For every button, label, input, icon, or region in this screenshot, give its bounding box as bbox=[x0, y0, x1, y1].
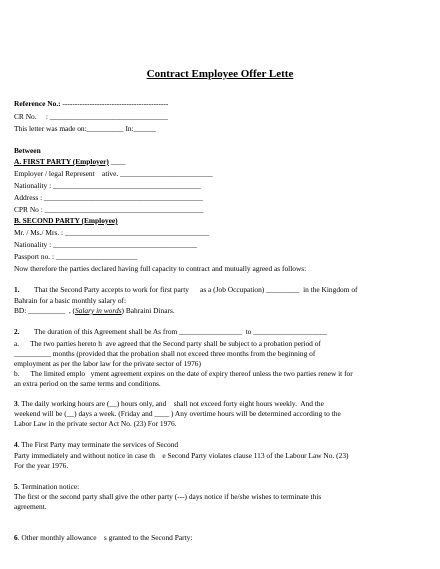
reference-blank: ------------------------------------------- bbox=[60, 99, 169, 108]
first-party-heading bbox=[14, 157, 126, 166]
clause-4-line-b: Party immediately and without notice in case th e Second Party violates clause 113 of the Labour Law No. (23) bbox=[14, 451, 349, 460]
address-line: Address : ___________________________________________ bbox=[14, 193, 203, 202]
clause-6-text-a: . Other monthly allowance s granted to the Second Party: bbox=[17, 533, 193, 542]
salary-currency: ) Bahraini Dinars. bbox=[121, 306, 175, 315]
clause-1-line-c bbox=[14, 306, 175, 315]
salary-in-words: Salary in words bbox=[74, 306, 122, 315]
clause-2-line-f: an extra period on the same terms and conditions. bbox=[14, 379, 161, 388]
now-therefore-line: Now therefore the parties declared having full capacity to contract and mutually agreed as follows: bbox=[14, 264, 307, 273]
second-party-heading: B. SECOND PARTY (Employee) bbox=[14, 216, 118, 225]
clause-6-number: 6 bbox=[14, 533, 18, 542]
clause-2-line-e: b. The limited emplo yment agreement expires on the date of expiry thereof unless the two parties renew it for bbox=[14, 369, 353, 378]
clause-3-number: 3 bbox=[14, 399, 18, 408]
clause-2-number: 2. bbox=[14, 327, 20, 336]
salary-amount: BD: __________ , ( bbox=[14, 306, 75, 315]
clause-2-line-d: employment as per the labor law for the private sector of 1976) bbox=[14, 359, 201, 368]
nationality-line-1: Nationality : ________________________________________ bbox=[14, 181, 201, 190]
passport-line: Passport no. : ______________________ bbox=[14, 252, 138, 261]
made-on-line: This letter was made on:__________ In:______ bbox=[14, 124, 156, 133]
clause-5-text-a: . Termination notice: bbox=[17, 482, 80, 491]
between-heading: Between bbox=[14, 146, 41, 155]
clause-5-line-b: The first or the second party shall give the other party (---) days notice if he/she wishes to terminate this bbox=[14, 492, 322, 501]
reference-label: Reference No.: bbox=[14, 99, 61, 108]
mr-ms-line: Mr. / Ms./ Mrs. : _______________________________________ bbox=[14, 228, 210, 237]
clause-1-number: 1. bbox=[14, 285, 20, 294]
nationality-line-2: Nationality : _______________________________________ bbox=[14, 240, 198, 249]
clause-5-line-a bbox=[14, 482, 79, 491]
reference-line bbox=[14, 99, 168, 108]
clause-3-line-b: weekend will be (__) days a week. (Friday and ____ ) Any overtime hours will be determined according to the bbox=[14, 409, 341, 418]
first-party-label: A. FIRST PARTY (Employer) bbox=[14, 157, 109, 166]
clause-2-line-a: The duration of this Agreement shall be As from _________________ to ____________________ bbox=[34, 327, 328, 336]
clause-5-number: 5 bbox=[14, 482, 18, 491]
clause-1-line-b: Bahrain for a basic monthly salary of: bbox=[14, 296, 127, 305]
clause-3-line-a bbox=[14, 399, 324, 408]
first-party-blank: ____ bbox=[108, 157, 126, 166]
clause-3-line-c: Labor Law in the private sector Act No. (23) For 1976. bbox=[14, 419, 177, 428]
clause-6-line-a bbox=[14, 533, 192, 542]
clause-1-line-a: That the Second Party accepts to work for first party as a (Job Occupation) _________ in the Kingdom of bbox=[34, 285, 358, 294]
document-title: Contract Employee Offer Lette bbox=[146, 68, 294, 80]
clause-4-text-a: . The First Party may terminate the services of Second bbox=[17, 440, 179, 449]
clause-2-line-b: a. The two parties hereto h ave agreed that the Second party shall be subject to a probation period of bbox=[14, 339, 321, 348]
cpr-no-line: CPR No : ___________________________________________ bbox=[14, 205, 204, 214]
cr-no-line: CR No. : ________________________________ bbox=[14, 112, 168, 121]
clause-3-text-a: . The daily working hours are (__) hours only, and shall not exceed forty eight hours weekly. And the bbox=[17, 399, 324, 408]
clause-4-number: 4 bbox=[14, 440, 18, 449]
employer-rep-line: Employer / legal Represent ative. _________________________ bbox=[14, 169, 213, 178]
clause-5-line-c: agreement. bbox=[14, 502, 47, 511]
clause-2-line-c: __________ months (provided that the probation shall not exceed three months from the beginning of bbox=[14, 349, 316, 358]
clause-4-line-a bbox=[14, 440, 178, 449]
clause-4-line-c: For the year 1976. bbox=[14, 461, 69, 470]
